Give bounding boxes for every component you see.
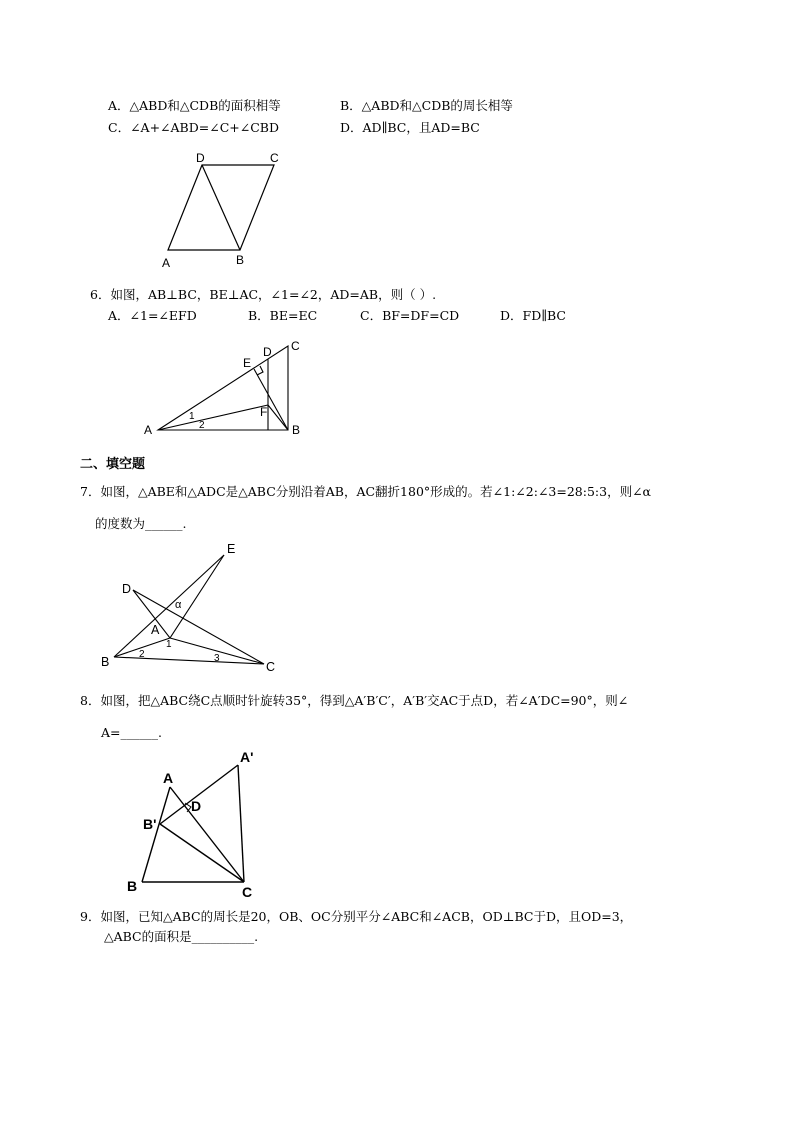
q6-option-d: D．FD∥BC xyxy=(500,308,566,323)
q5-label-c: C xyxy=(270,151,279,165)
q8-label-a: A xyxy=(163,770,174,786)
q6-label-e: E xyxy=(243,356,252,370)
q7-label-c: C xyxy=(266,660,276,674)
q8-segment-apc xyxy=(238,765,244,882)
q7-angle-1: 1 xyxy=(166,639,172,650)
q9-stem: 9．如图，已知△ABC的周长是20，OB、OC分别平分∠ABC和∠ACB，OD⊥BC于D，且OD=3， xyxy=(80,909,633,924)
q9-stem-continued: △ABC的面积是__________. xyxy=(104,929,259,944)
q8-label-b-prime: B' xyxy=(143,816,157,832)
q6-option-c: C．BF=DF=CD xyxy=(360,308,460,323)
q7-label-b: B xyxy=(101,655,110,669)
q7-angle-2: 2 xyxy=(139,649,145,660)
q8-segment-ac xyxy=(170,787,244,882)
q7-label-a: A xyxy=(151,623,160,637)
q5-option-b: B．△ABD和△CDB的周长相等 xyxy=(340,98,513,113)
q5-option-a: A．△ABD和△CDB的面积相等 xyxy=(108,98,281,113)
q7-angle-3: 3 xyxy=(214,653,220,664)
q6-angle-1: 1 xyxy=(189,411,195,422)
q5-label-b: B xyxy=(236,253,245,267)
q8-stem-continued: A=______. xyxy=(101,725,162,740)
q6-option-a: A．∠1=∠EFD xyxy=(108,308,197,323)
q7-angle-alpha: α xyxy=(175,599,182,611)
q7-label-e: E xyxy=(227,542,236,556)
q7-label-d: D xyxy=(122,582,132,596)
q5-label-d: D xyxy=(196,151,205,165)
q6-label-f: F xyxy=(260,405,268,419)
q5-option-d: D．AD∥BC，且AD=BC xyxy=(340,120,480,135)
q8-segment-bpc xyxy=(160,824,244,882)
q8-label-b: B xyxy=(127,878,138,894)
q7-stem: 7．如图，△ABE和△ADC是△ABC分别沿着AB，AC翻折180°形成的。若∠1:∠2:∠3=28:5:3，则∠α xyxy=(80,484,651,499)
q8-label-c: C xyxy=(242,884,253,900)
q8-stem: 8．如图，把△ABC绕C点顺时针旋转35°，得到△A′B′C′，A′B′交AC于点D，若∠A′DC=90°，则∠ xyxy=(80,693,629,708)
q6-label-a: A xyxy=(144,423,153,437)
q8-segment-ba xyxy=(142,787,170,882)
q8-label-d: D xyxy=(191,798,202,814)
q7-stem-continued: 的度数为______. xyxy=(95,516,187,531)
q8-label-a-prime: A' xyxy=(240,749,254,765)
q5-label-a: A xyxy=(162,256,171,270)
q6-angle-2: 2 xyxy=(199,420,205,431)
section-title-fill-blank: 二、填空题 xyxy=(80,457,146,472)
q6-option-b: B．BE=EC xyxy=(248,308,318,323)
q6-label-d: D xyxy=(263,345,272,359)
q6-label-c: C xyxy=(291,339,300,353)
q5-option-c: C．∠A+∠ABD=∠C+∠CBD xyxy=(108,120,279,135)
q6-stem: 6．如图，AB⊥BC，BE⊥AC，∠1=∠2，AD=AB，则（ ）. xyxy=(90,287,437,302)
q6-label-b: B xyxy=(292,423,301,437)
